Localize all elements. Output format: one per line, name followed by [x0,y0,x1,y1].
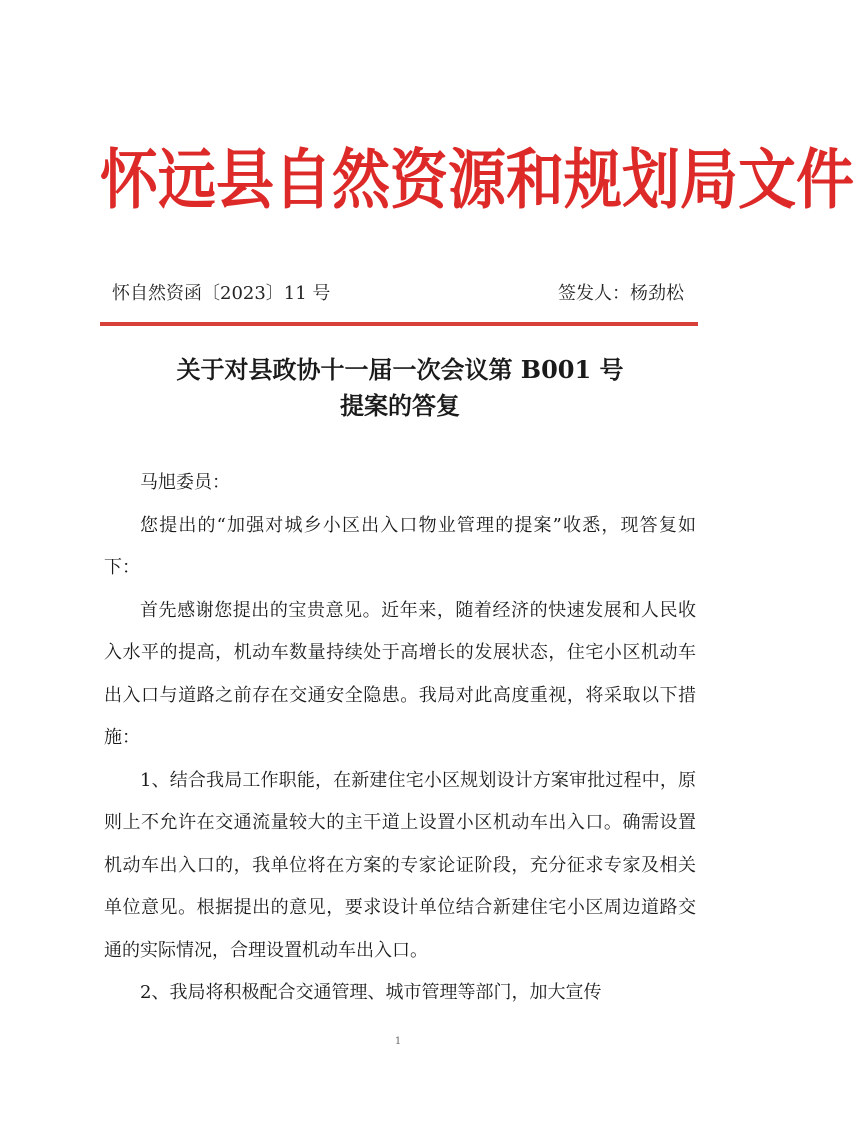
document-body [104,462,696,1015]
red-divider [100,322,698,326]
document-title [100,352,700,424]
body-paragraph: 1、结合我局工作职能，在新建住宅小区规划设计方案审批过程中，原则上不允许在交通流量较大的主干道上设置小区机动车出入口。确需设置机动车出入口的，我单位将在方案的专家论证阶段，充分征求专家及相关单位意见。根据提出的意见，要求设计单位结合新建住宅小区周边道路交通的实际情况，合理设置机动车出入口。 [104,769,696,961]
salutation: 马旭委员： [140,472,230,493]
body-paragraph: 2、我局将积极配合交通管理、城市管理等部门，加大宣传 [140,982,602,1003]
body-paragraph: 首先感谢您提出的宝贵意见。近年来，随着经济的快速发展和人民收入水平的提高，机动车数量持续处于高增长的发展状态，住宅小区机动车出入口与道路之前存在交通安全隐患。我局对此高度重视，将采取以下措施： [104,599,696,748]
document-number: 怀自然资函〔2023〕11 号 [112,283,331,304]
document-title-line-2: 提案的答复 [340,391,460,420]
document-title-line-1: 关于对县政协十一届一次会议第 B001 号 [176,355,624,384]
body-paragraph: 您提出的“加强对城乡小区出入口物业管理的提案”收悉，现答复如下： [104,514,696,578]
document-number-row [100,274,700,314]
header-title: 怀远县自然资源和规划局文件 [100,141,854,218]
issuer: 签发人：杨劲松 [558,283,684,304]
page-number: 1 [394,1036,402,1047]
